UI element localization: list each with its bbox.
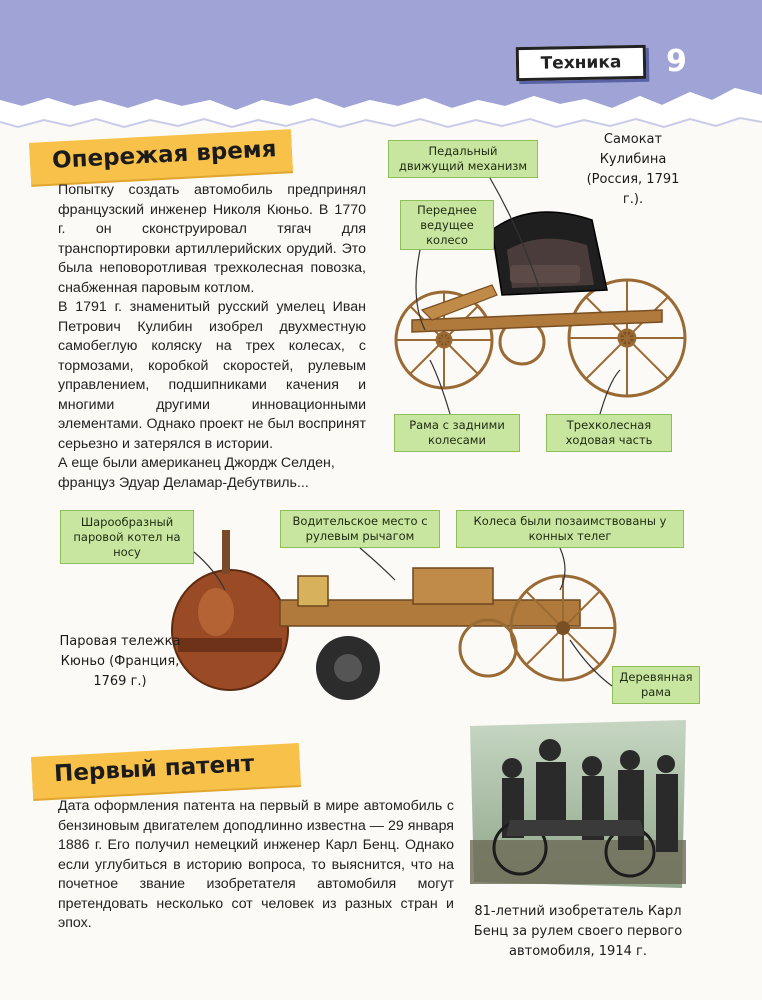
cugnot-caption: Паровая тележка Кюньо (Франция, 1769 г.) xyxy=(59,634,181,689)
label-spherical-boiler: Шарообразный паровой котел на носу xyxy=(60,510,194,564)
section2-heading: Первый патент xyxy=(53,750,255,788)
label-pedal-mechanism: Педальный движущий механизм xyxy=(388,140,538,178)
benz-caption: 81-летний изобретатель Карл Бенц за рулем своего первого автомобиля, 1914 г. xyxy=(473,904,683,959)
benz-photo xyxy=(470,720,686,888)
paragraph: Попытку создать автомобиль предпринял французский инженер Николя Кюньо. В 1770 г. он сконструировал тягач для транспортировки артиллерийских орудий. Это была неповоротливая трехколесная повозка, снабженная паровым котлом. xyxy=(58,182,366,296)
page-number: 9 xyxy=(666,44,687,79)
label-driver-seat: Водительское место с рулевым рычагом xyxy=(280,510,440,548)
label-three-wheel-chassis: Трехколесная ходовая часть xyxy=(546,414,672,452)
label-front-wheel: Переднее ведущее колесо xyxy=(400,200,494,250)
paragraph: Дата оформления патента на первый в мире автомобиль с бензиновым двигателем доподлинно известна — 29 января 1886 г. Его получил немецкий инженер Карл Бенц. Однако если углубиться в историю вопроса, то выяснится, что на почетное звание изобретателя автомобиля могут претендовать несколько сот человек из разных стран и эпох. xyxy=(58,798,454,931)
kulibin-caption: Самокат Кулибина (Россия, 1791 г.). xyxy=(586,132,680,207)
label-frame-rear-wheels: Рама с задними колесами xyxy=(394,414,520,452)
cugnot-steam-wagon-illustration xyxy=(168,520,648,720)
section-tab xyxy=(516,45,647,81)
section1-text xyxy=(58,181,366,493)
section-name: Техника xyxy=(540,52,622,74)
label-wooden-frame: Деревянная рама xyxy=(612,666,700,704)
section2-text xyxy=(58,797,454,934)
paragraph: А еще были американец Джордж Селден, француз Эдуар Деламар-Дебутвиль... xyxy=(58,455,335,491)
label-cart-wheels: Колеса были позаимствованы у конных телег xyxy=(456,510,684,548)
section1-heading: Опережая время xyxy=(51,136,278,174)
header-background xyxy=(0,0,762,130)
paragraph: В 1791 г. знаменитый русский умелец Иван Петрович Кулибин изобрел двухместную самобеглую коляску на трех колесах, с тормозами, коробкой скоростей, рулевым управлением, подшипниками качения и многими другими инновационными элементами. Однако проект не был воспринят серьезно и затерялся в истории. xyxy=(58,299,366,452)
